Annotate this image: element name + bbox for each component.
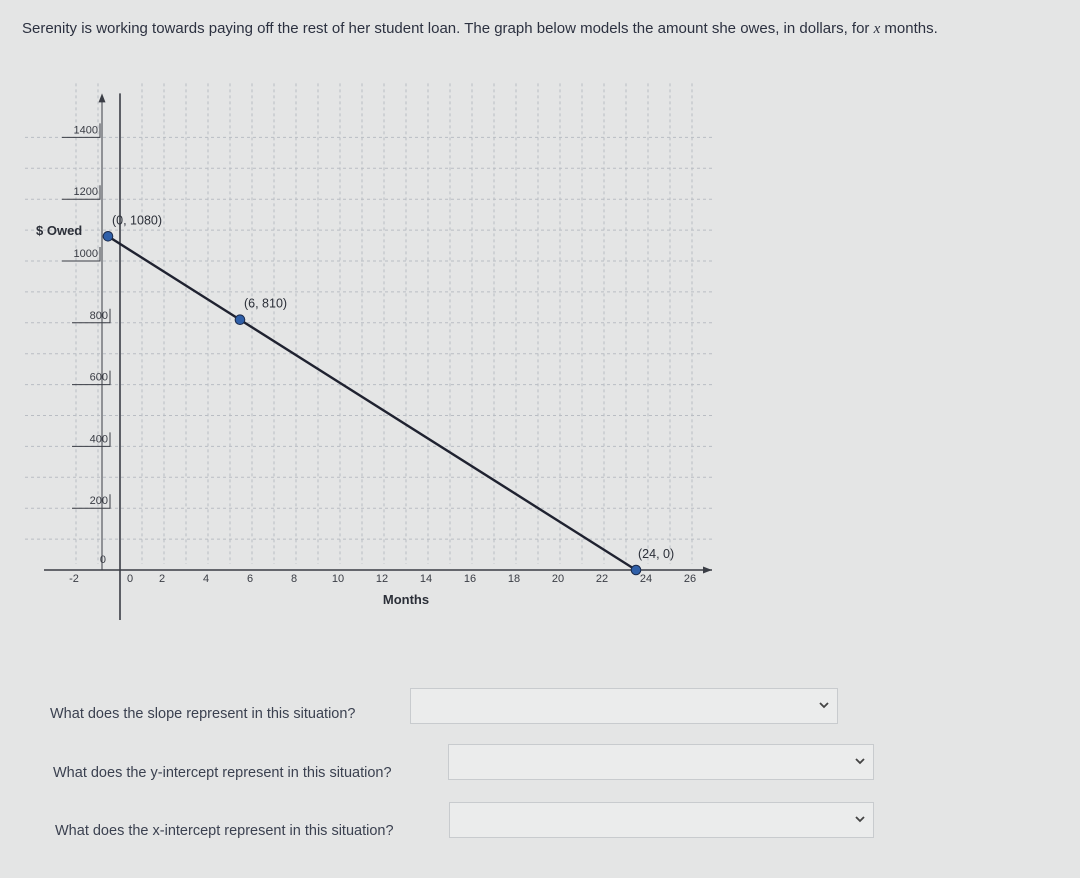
x-tick-label: 14 <box>419 573 433 585</box>
data-point <box>631 565 641 575</box>
x-intercept-answer-dropdown[interactable] <box>449 802 874 838</box>
loan-balance-line <box>108 236 636 570</box>
x-tick-label: 6 <box>246 573 254 585</box>
point-annotation: (24, 0) <box>638 547 675 561</box>
prompt-variable: x <box>873 21 881 37</box>
prompt-text-before: Serenity is working towards paying off the rest of her student loan. The graph below models the amount she owes, in dollars, for <box>22 20 874 37</box>
x-tick-label: 16 <box>463 573 477 585</box>
question-x-intercept-label: What does the x-intercept represent in this situation? <box>55 823 394 839</box>
x-tick-label: 8 <box>290 573 298 585</box>
data-point <box>103 231 113 241</box>
chevron-down-icon <box>853 812 867 826</box>
point-annotation: (0, 1080) <box>112 213 163 228</box>
question-slope-label: What does the slope represent in this situation? <box>50 706 356 722</box>
y-tick-label: 600 <box>89 371 108 384</box>
chart-labels <box>36 213 674 607</box>
problem-statement <box>22 20 1062 38</box>
y-tick-label: 1200 <box>73 186 98 199</box>
data-point <box>235 315 245 325</box>
y-intercept-answer-dropdown[interactable] <box>448 744 874 780</box>
y-tick-label: 0 <box>99 554 106 566</box>
x-tick-label: 10 <box>331 573 345 585</box>
x-tick-label: 4 <box>202 573 210 585</box>
y-tick-label: 1400 <box>73 124 98 137</box>
x-tick-label: 0 <box>126 573 134 585</box>
chevron-down-icon <box>853 754 867 768</box>
slope-answer-dropdown[interactable] <box>410 688 838 724</box>
chart-grid <box>25 83 712 564</box>
x-tick-label: -2 <box>69 573 79 585</box>
prompt-text-after: months. <box>880 20 938 37</box>
question-y-intercept-label: What does the y-intercept represent in this situation? <box>53 765 392 781</box>
x-axis-title: Months <box>382 592 430 607</box>
x-tick-label: 20 <box>551 573 565 585</box>
y-tick-label: 800 <box>89 309 108 322</box>
x-tick-label: 22 <box>595 573 609 585</box>
chevron-down-icon <box>817 698 831 712</box>
y-tick-label: 400 <box>89 433 108 446</box>
loan-balance-chart <box>0 50 760 630</box>
x-tick-label: 24 <box>639 573 653 585</box>
point-annotation: (6, 810) <box>244 296 288 311</box>
y-axis-title: $ Owed <box>36 223 83 238</box>
x-tick-label: 26 <box>683 573 697 585</box>
y-tick-label: 200 <box>89 495 108 508</box>
y-tick-label: 1000 <box>73 248 98 260</box>
x-tick-label: 12 <box>375 573 389 585</box>
chart-axes <box>44 93 712 620</box>
x-tick-label: 18 <box>507 573 521 585</box>
x-axis-arrow <box>703 567 712 574</box>
x-tick-label: 2 <box>158 573 166 585</box>
